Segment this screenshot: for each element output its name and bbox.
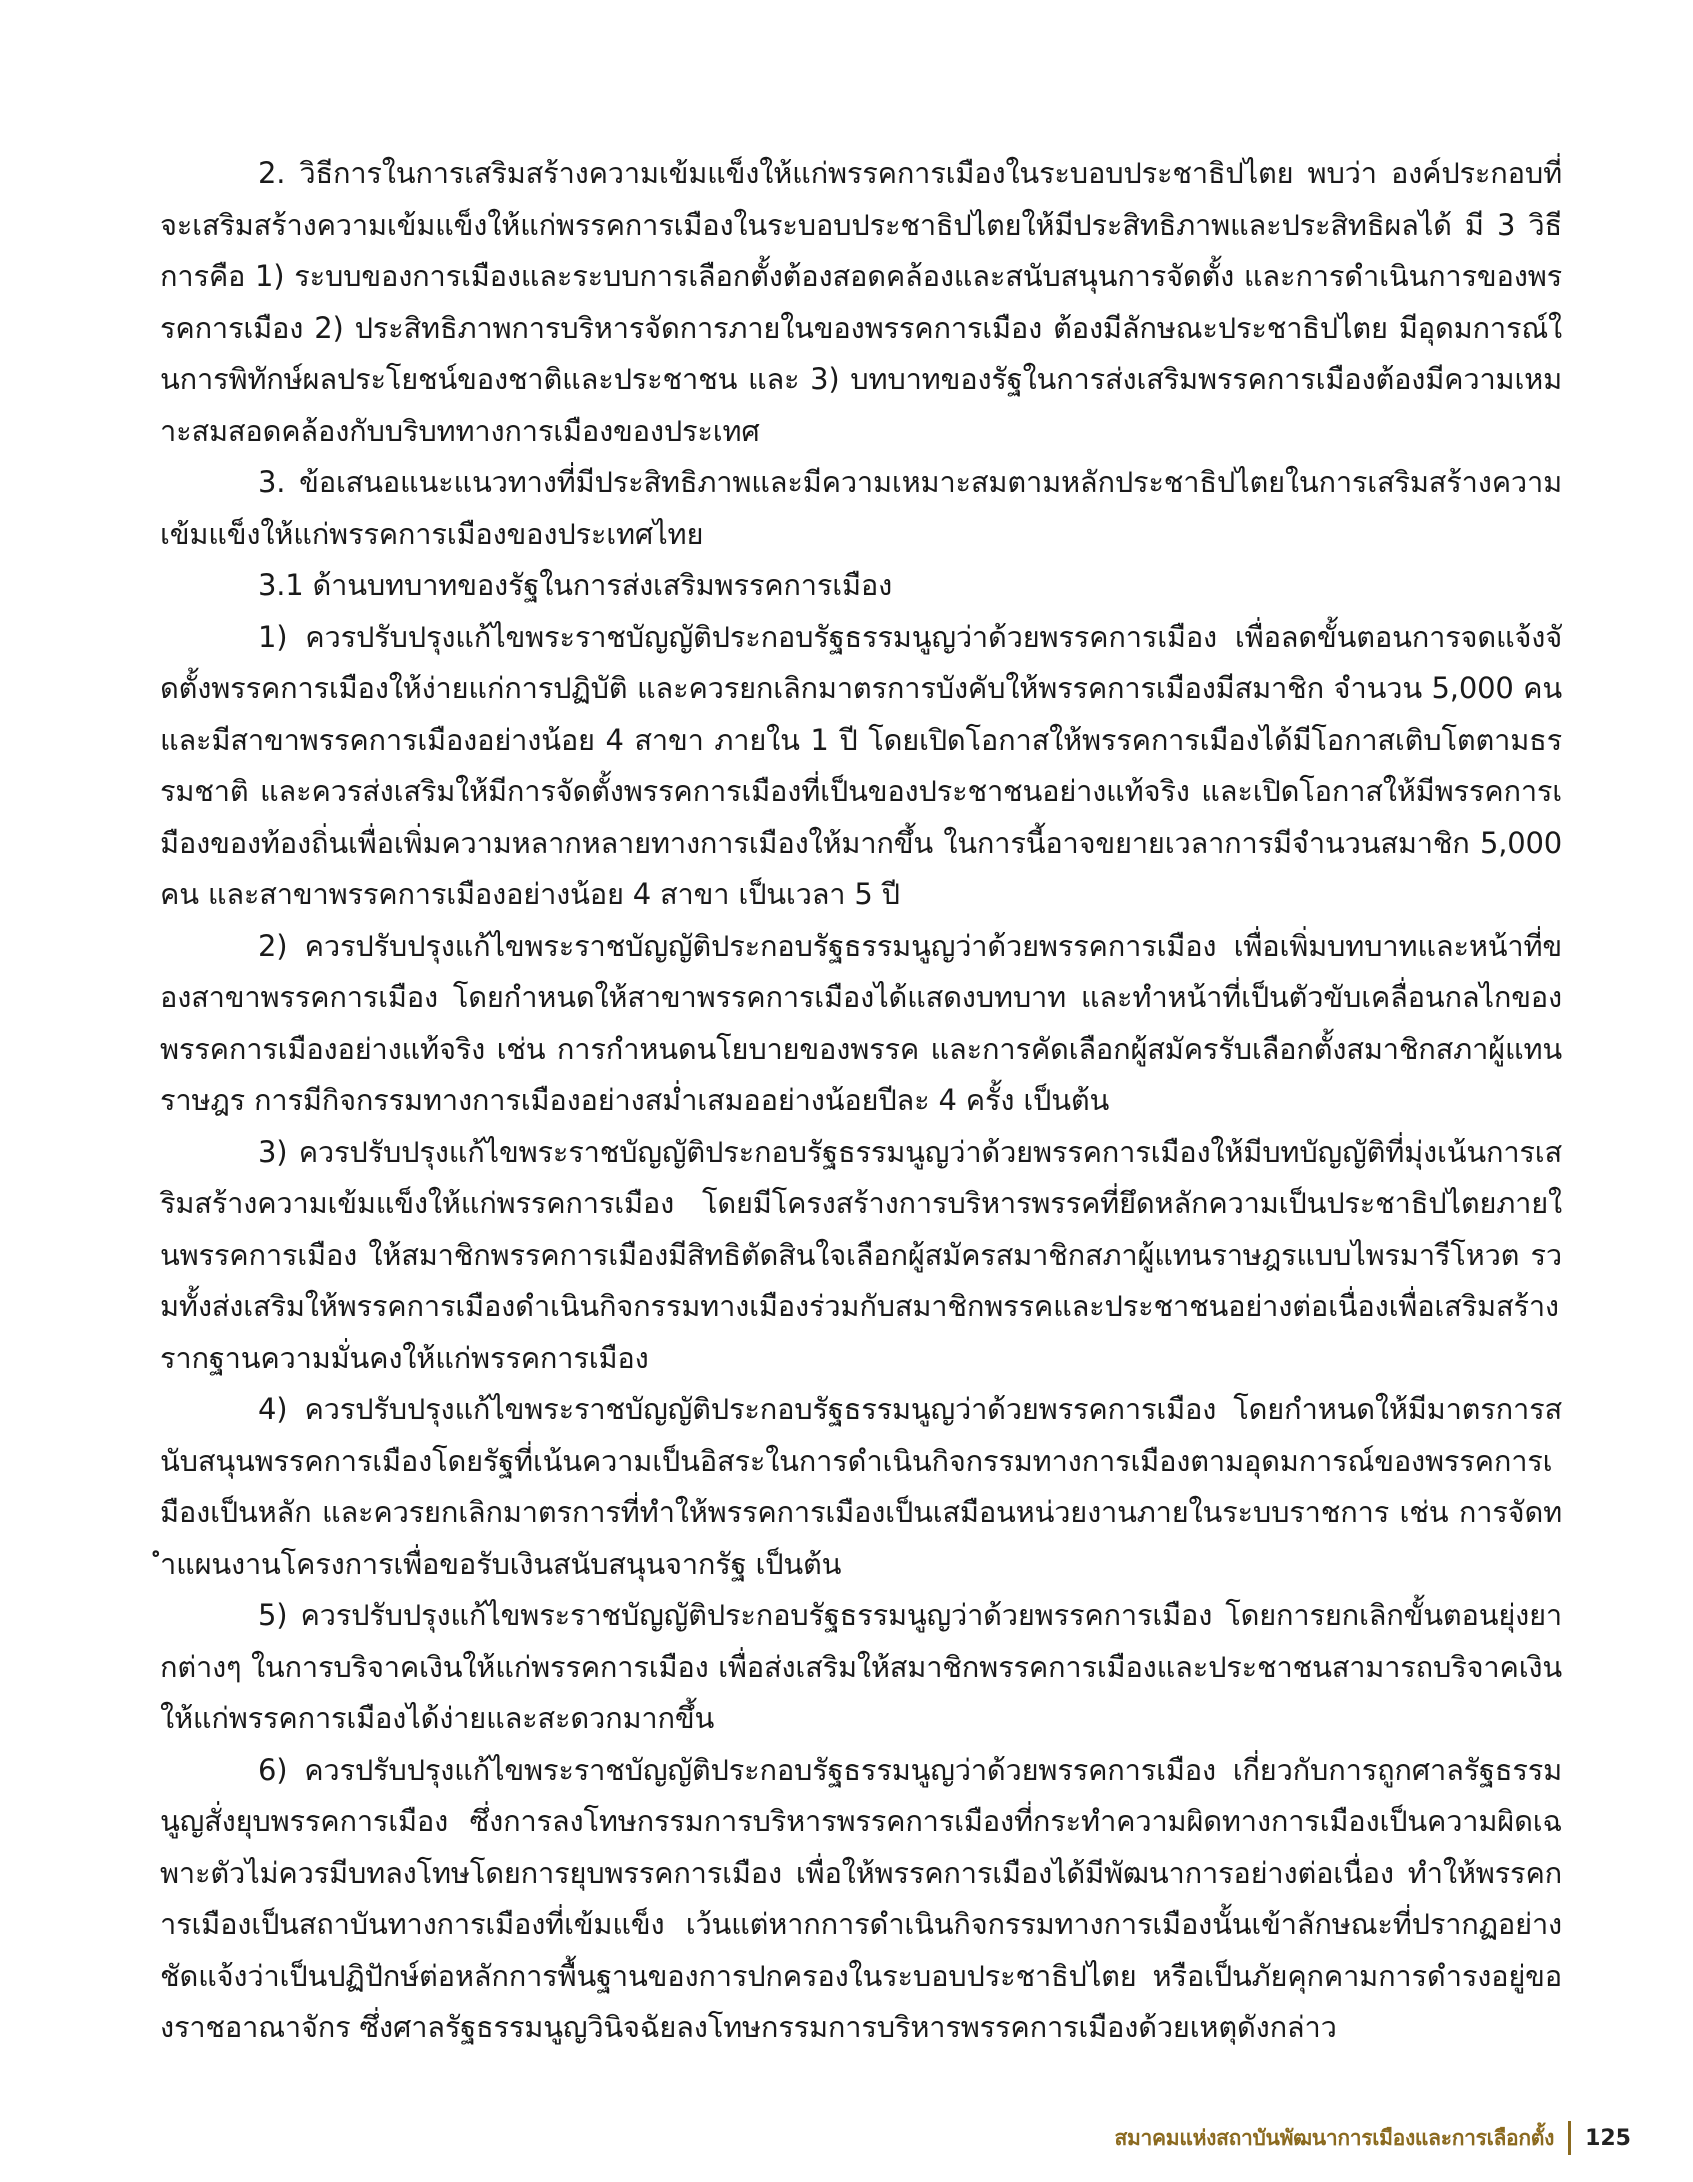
section-heading-3-1: 3.1 ด้านบทบาทของรัฐในการส่งเสริมพรรคการเมือง [258, 568, 893, 602]
footer-organization: สมาคมแห่งสถาบันพัฒนาการเมืองและการเลือกตั้ง [1114, 2125, 1555, 2150]
recommendation-6: 6) ควรปรับปรุงแก้ไขพระราชบัญญัติประกอบรัฐธรรมนูญว่าด้วยพรรคการเมือง เกี่ยวกับการถูกศาลรัฐธรรมนูญสั่งยุบพรรคการเมือง ซึ่งการลงโทษกรรมการบริหารพรรคการเมืองที่กระทำความผิดทางการเมืองเป็นความผิดเฉพาะตัวไม่ควรมีบทลงโทษโดยการยุบพรรคการเมือง เพื่อให้พรรคการเมืองได้มีพัฒนาการอย่างต่อเนื่อง ทำให้พรรคการเมืองเป็นสถาบันทางการเมืองที่เข้มแข็ง เว้นแต่หากการดำเนินกิจกรรมทางการเมืองนั้นเข้าลักษณะที่ปรากฏอย่างชัดแจ้งว่าเป็นปฏิปักษ์ต่อหลักการพื้นฐานของการปกครองในระบอบประชาธิปไตย หรือเป็นภัยคุกคามการดำรงอยู่ของราชอาณาจักร ซึ่งศาลรัฐธรรมนูญวินิจฉัยลงโทษกรรมการบริหารพรรคการเมืองด้วยเหตุดังกล่าว [160, 1752, 1562, 2044]
recommendation-1: 1) ควรปรับปรุงแก้ไขพระราชบัญญัติประกอบรัฐธรรมนูญว่าด้วยพรรคการเมือง เพื่อลดขั้นตอนการจดแจ้งจัดตั้งพรรคการเมืองให้ง่ายแก่การปฏิบัติ และควรยกเลิกมาตรการบังคับให้พรรคการเมืองมีสมาชิก จำนวน 5,000 คน และมีสาขาพรรคการเมืองอย่างน้อย 4 สาขา ภายใน 1 ปี โดยเปิดโอกาสให้พรรคการเมืองได้มีโอกาสเติบโตตามธรรมชาติ และควรส่งเสริมให้มีการจัดตั้งพรรคการเมืองที่เป็นของประชาชนอย่างแท้จริง และเปิดโอกาสให้มีพรรคการเมืองของท้องถิ่นเพื่อเพิ่มความหลากหลายทางการเมืองให้มากขึ้น ในการนี้อาจขยายเวลาการมีจำนวนสมาชิก 5,000 คน และสาขาพรรคการเมืองอย่างน้อย 4 สาขา เป็นเวลา 5 ปี [160, 619, 1562, 911]
document-body [160, 148, 1562, 2054]
paragraph-item-2: 2. วิธีการในการเสริมสร้างความเข้มแข็งให้แก่พรรคการเมืองในระบอบประชาธิปไตย พบว่า องค์ประกอบที่จะเสริมสร้างความเข้มแข็งให้แก่พรรคการเมืองในระบอบประชาธิปไตยให้มีประสิทธิภาพและประสิทธิผลได้ มี 3 วิธีการคือ 1) ระบบของการเมืองและระบบการเลือกตั้งต้องสอดคล้องและสนับสนุนการจัดตั้ง และการดำเนินการของพรรคการเมือง 2) ประสิทธิภาพการบริหารจัดการภายในของพรรคการเมือง ต้องมีลักษณะประชาธิปไตย มีอุดมการณ์ในการพิทักษ์ผลประโยชน์ของชาติและประชาชน และ 3) บทบาทของรัฐในการส่งเสริมพรรคการเมืองต้องมีความเหมาะสมสอดคล้องกับบริบททางการเมืองของประเทศ [160, 156, 1562, 448]
recommendation-4: 4) ควรปรับปรุงแก้ไขพระราชบัญญัติประกอบรัฐธรรมนูญว่าด้วยพรรคการเมือง โดยกำหนดให้มีมาตรการสนับสนุนพรรคการเมืองโดยรัฐที่เน้นความเป็นอิสระในการดำเนินกิจกรรมทางการเมืองตามอุดมการณ์ของพรรคการเมืองเป็นหลัก และควรยกเลิกมาตรการที่ทำให้พรรคการเมืองเป็นเสมือนหน่วยงานภายในระบบราชการ เช่น การจัดทำแผนงานโครงการเพื่อขอรับเงินสนับสนุนจากรัฐ เป็นต้น [160, 1392, 1562, 1581]
recommendation-5: 5) ควรปรับปรุงแก้ไขพระราชบัญญัติประกอบรัฐธรรมนูญว่าด้วยพรรคการเมือง โดยการยกเลิกขั้นตอนยุ่งยากต่างๆ ในการบริจาคเงินให้แก่พรรคการเมือง เพื่อส่งเสริมให้สมาชิกพรรคการเมืองและประชาชนสามารถบริจาคเงินให้แก่พรรคการเมืองได้ง่ายและสะดวกมากขึ้น [160, 1598, 1562, 1735]
recommendation-3: 3) ควรปรับปรุงแก้ไขพระราชบัญญัติประกอบรัฐธรรมนูญว่าด้วยพรรคการเมืองให้มีบทบัญญัติที่มุ่งเน้นการเสริมสร้างความเข้มแข็งให้แก่พรรคการเมือง โดยมีโครงสร้างการบริหารพรรคที่ยึดหลักความเป็นประชาธิปไตยภายในพรรคการเมือง ให้สมาชิกพรรคการเมืองมีสิทธิตัดสินใจเลือกผู้สมัครสมาชิกสภาผู้แทนราษฎรแบบไพรมารีโหวต รวมทั้งส่งเสริมให้พรรคการเมืองดำเนินกิจกรรมทางเมืองร่วมกับสมาชิกพรรคและประชาชนอย่างต่อเนื่องเพื่อเสริมสร้างรากฐานความมั่นคงให้แก่พรรคการเมือง [160, 1134, 1562, 1375]
paragraph-item-3: 3. ข้อเสนอแนะแนวทางที่มีประสิทธิภาพและมีความเหมาะสมตามหลักประชาธิปไตยในการเสริมสร้างความเข้มแข็งให้แก่พรรคการเมืองของประเทศไทย [160, 465, 1562, 551]
page-number: 125 [1585, 2125, 1631, 2151]
recommendation-2: 2) ควรปรับปรุงแก้ไขพระราชบัญญัติประกอบรัฐธรรมนูญว่าด้วยพรรคการเมือง เพื่อเพิ่มบทบาทและหน้าที่ของสาขาพรรคการเมือง โดยกำหนดให้สาขาพรรคการเมืองได้แสดงบทบาท และทำหน้าที่เป็นตัวขับเคลื่อนกลไกของพรรคการเมืองอย่างแท้จริง เช่น การกำหนดนโยบายของพรรค และการคัดเลือกผู้สมัครรับเลือกตั้งสมาชิกสภาผู้แทนราษฎร การมีกิจกรรมทางการเมืองอย่างสม่ำเสมออย่างน้อยปีละ 4 ครั้ง เป็นต้น [160, 928, 1562, 1117]
footer-divider [1568, 2121, 1571, 2155]
page-footer [1115, 2118, 1632, 2158]
